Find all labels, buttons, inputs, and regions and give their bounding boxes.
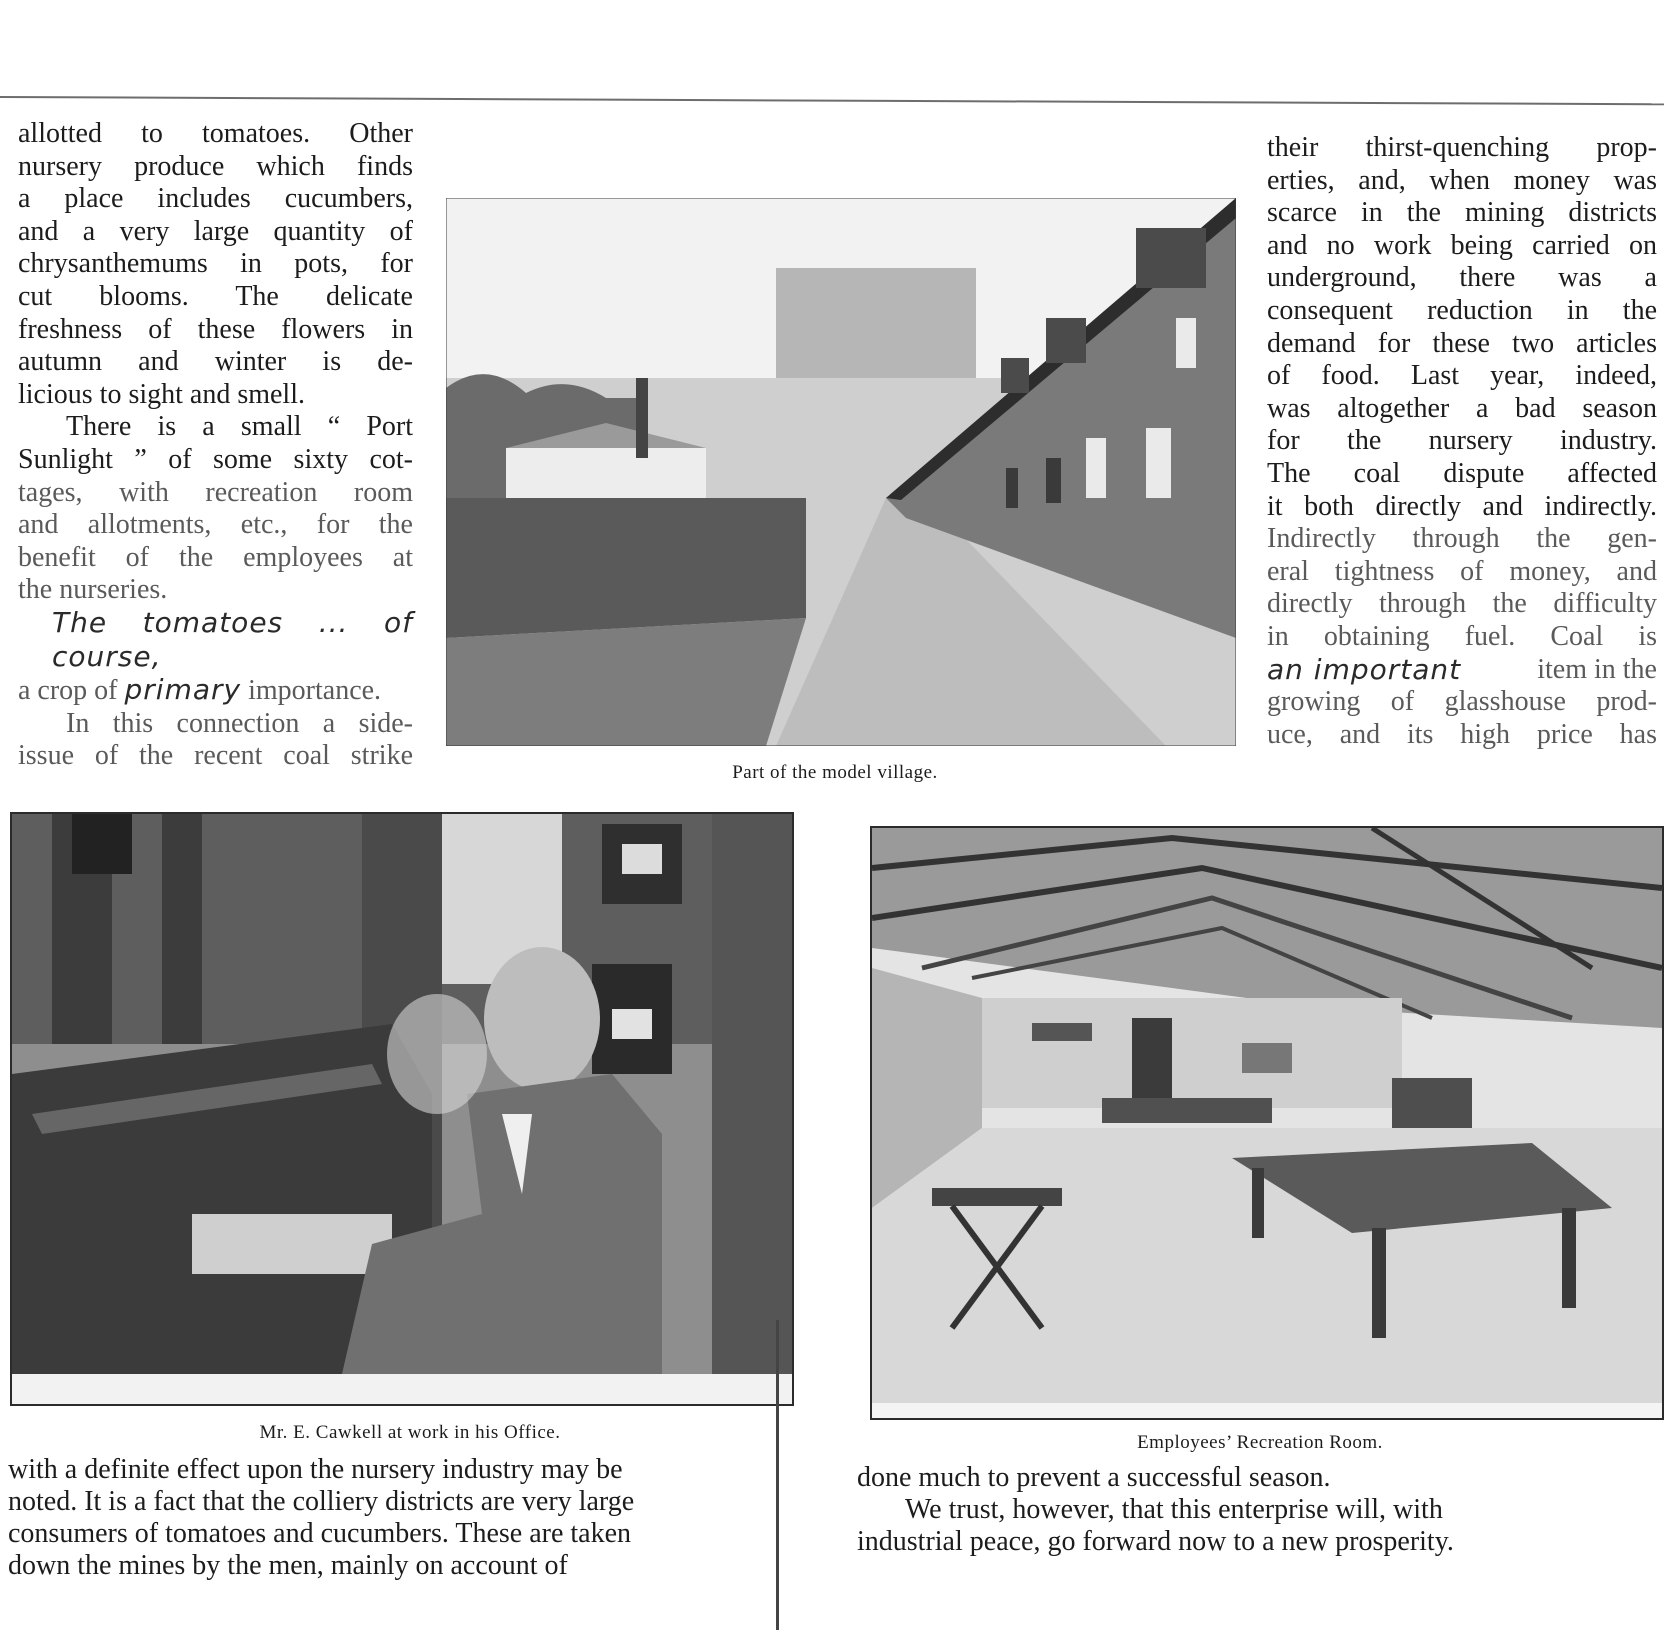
right-line: directly through the difficulty: [1267, 588, 1657, 620]
right-line: Indirectly through the gen-: [1267, 523, 1657, 555]
right-line: erties, and, when money was: [1267, 164, 1657, 196]
right-column: [1267, 132, 1657, 751]
right-line: it both directly and indirectly.: [1267, 490, 1657, 522]
right-line: scarce in the mining districts: [1267, 197, 1657, 229]
left-line: licious to sight and smell.: [18, 378, 305, 410]
left-line: a place includes cucumbers,: [18, 183, 413, 215]
bottom-right-text: [857, 1462, 1657, 1558]
model-village-photo: [446, 198, 1236, 746]
left-line: nursery produce which finds: [18, 150, 413, 182]
village-caption: Part of the model village.: [732, 762, 938, 783]
right-line: and no work being carried on: [1267, 229, 1657, 261]
bottom-left-line: down the mines by the men, mainly on account of: [8, 1550, 568, 1581]
right-line: The coal dispute affected: [1267, 457, 1657, 489]
left-line: [18, 674, 413, 708]
right-line: consequent reduction in the: [1267, 294, 1657, 326]
right-line: underground, there was a: [1267, 262, 1657, 294]
left-line: and allotments, etc., for the: [18, 509, 413, 541]
handwritten-text: The tomatoes ... of course,: [52, 605, 413, 673]
left-line: There is a small “ Port: [66, 411, 413, 443]
left-line: freshness of these flowers in: [18, 313, 413, 345]
village-image: [446, 198, 1236, 746]
left-line: allotted to tomatoes. Other: [18, 118, 413, 149]
right-line: of food. Last year, indeed,: [1267, 360, 1657, 392]
left-line: chrysanthemums in pots, for: [18, 248, 413, 280]
left-line: issue of the recent coal strike: [18, 740, 413, 772]
right-line: growing of glasshouse prod-: [1267, 686, 1657, 718]
office-image: [12, 814, 792, 1404]
recreation-room-photo: [870, 826, 1664, 1420]
right-line: demand for these two articles: [1267, 327, 1657, 359]
bottom-left-line: with a definite effect upon the nursery industry may be: [8, 1454, 623, 1485]
bottom-right-line: industrial peace, go forward now to a new prosperity.: [857, 1526, 1454, 1557]
left-line: tages, with recreation room: [18, 476, 413, 508]
typed-text: importance.: [248, 675, 382, 707]
bottom-right-line: done much to prevent a successful season.: [857, 1462, 1331, 1493]
bottom-left-text: [8, 1454, 798, 1582]
handwritten-correction: [18, 607, 413, 674]
bottom-left-line: noted. It is a fact that the colliery districts are very large: [8, 1486, 635, 1517]
right-line: eral tightness of money, and: [1267, 555, 1657, 587]
left-line: autumn and winter is de-: [18, 346, 413, 378]
recreation-image: [872, 828, 1662, 1418]
bottom-right-line: We trust, however, that this enterprise will, with: [905, 1494, 1443, 1525]
right-line: for the nursery industry.: [1267, 425, 1657, 457]
handwritten-word: primary: [124, 673, 242, 707]
typed-text: item in the: [1537, 653, 1657, 685]
right-line: [1267, 654, 1657, 687]
recreation-caption: Employees’ Recreation Room.: [1137, 1432, 1383, 1453]
right-line: their thirst-quenching prop-: [1267, 132, 1657, 163]
left-line: Sunlight ” of some sixty cot-: [18, 443, 413, 475]
bottom-left-line: consumers of tomatoes and cucumbers. These are taken: [8, 1518, 632, 1549]
left-line: and a very large quantity of: [18, 215, 413, 247]
left-line: the nurseries.: [18, 574, 168, 606]
office-photo: [10, 812, 794, 1406]
office-caption: Mr. E. Cawkell at work in his Office.: [259, 1422, 561, 1443]
left-line: benefit of the employees at: [18, 541, 413, 573]
handwritten-phrase: an important: [1267, 652, 1462, 686]
right-line: was altogether a bad season: [1267, 392, 1657, 424]
left-column: [18, 118, 413, 773]
right-line: in obtaining fuel. Coal is: [1267, 620, 1657, 652]
left-line: cut blooms. The delicate: [18, 280, 413, 312]
right-line: uce, and its high price has: [1267, 718, 1657, 750]
typed-text: a crop of: [18, 675, 118, 707]
page-edge-line: [0, 96, 1664, 105]
left-line: In this connection a side-: [66, 707, 413, 739]
